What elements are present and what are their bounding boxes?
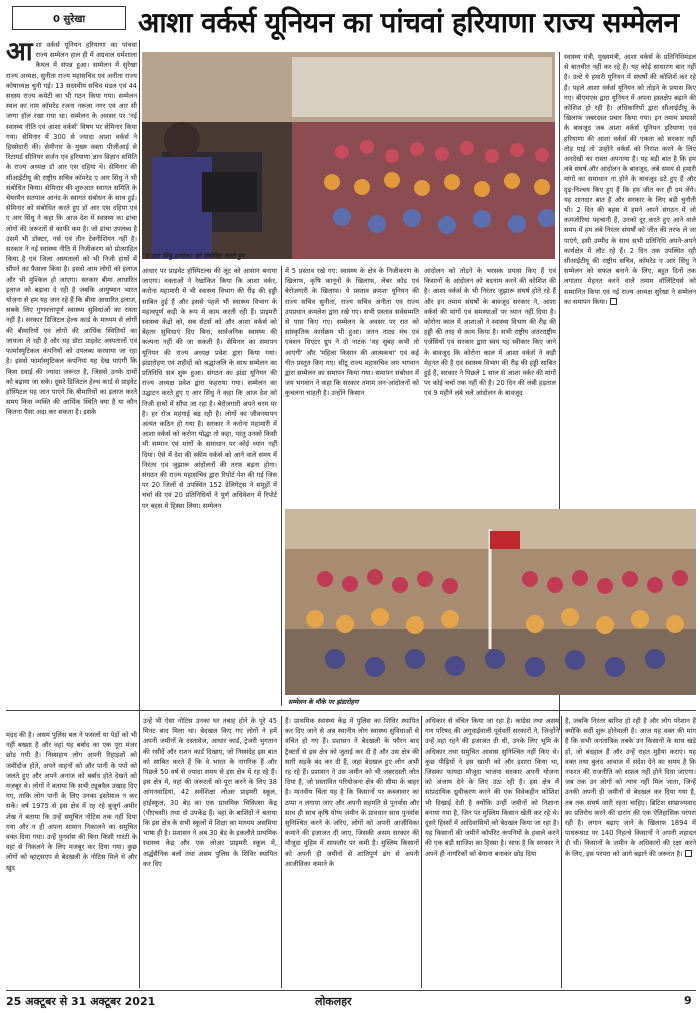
article-column-4 <box>424 266 556 506</box>
article-col5-text: स्वास्थ्य मंत्री, मुख्यमंत्री, आशा वर्कर्स के प्रतिनिधिमंडल से बातचीत नहीं कर रहे हैं। यह कोई साधारण बात नहीं है। उल्टे ये हमारी यूनियन में संघर्षों की कोशिशें कर रहे हैं। पहले आशा वर्कर्स यूनियन को तोड़ने के प्रयास किए गए। बीएमएस द्वारा यूनियन में अपना हस्तक्षेप बढ़ाने की कोशिश हो रही है। अधिकारियों द्वारा सीआईटीयू के खिलाफ जबरदस्त प्रचार किया गया। इन तमाम प्रयासों के बावजूद जब आशा वर्कर्स यूनियन हरियाणा एवं हरियाणा की आशा वर्कर्स की एकता को सरकार नहीं तोड़ पाई तो उन्होंने वर्कर्स को निराश करने के लिए अनदेखी का रास्ता अपनाया है। यह बड़ी बात है कि हम लंबे संघर्ष और आंदोलन के बावजूद, लंबे समय से हमारी मांगों का समाधान ना होने के बावजूद डटे हुए हैं और दृढ़-निश्चय किए हुए हैं कि हम जीत कर ही दम लेंगे। यह शानदार बात है और सरकार के लिए बड़ी चुनौती भी। 2 दिन की बहस में हमने अपने संगठन में जो कमजोरियां पहचानी हैं, उनको दूर करते हुए आने वाले समय में हम लंबे निरंतर संघर्षों को जीत की तरफ ले जा पाएंगे, इसी उम्मीद के साथ सभी प्रतिनिधि अपने-अपने कार्यक्षेत्र में लौट रहे हैं। 2 दिन तक उपस्थित रही सीआईटीयू की राष्ट्रीय सचिव, कॉमरेड ए आर सिंधु ने सम्मेलन को सफल बनाने के लिए, बहुत दिनों तक लगातार मेहनत करने वाले तमाम वॉलिंटियर्स को सम्मानित किया एवं नई राज्य अध्यक्ष सुरेखा ने सम्मेलन का समापन किया। <box>564 53 696 306</box>
article2-column-1 <box>6 730 137 988</box>
column-divider <box>281 716 282 988</box>
article-col1-text: शा वर्कर्स यूनियन हरियाणा का पांचवा राज्य सम्मेलन हाल ही में अग्रवाल धर्मशाला कैथल में संपन्न हुआ। सम्मेलन में सुरेखा राज्य अध्यक्ष, सुनीता राज्य महासचिव एवं अनीता राज्य कोषाध्यक्ष चुनी गई। 13 सदस्यीय सचिव मंडल एवं 44 सदस्य राज्य कमेटी का भी गठन किया गया। सम्मेलन स्थल का नाम कॉमरेड रजना नरूला नगर एवं आर सी जग्गा हॉल रखा गया था। सम्मेलन के अवसर पर 'नई स्वास्थ्य नीति एवं आशा वर्कर्स' विषय पर सेमिनार किया गया। सेमिनार में 300 से ज्यादा आशा वर्कर्स ने हिस्सेदारी की। सेमीनार के मुख्य वक्ता पीजीआई से रिटायर्ड सीनियर सर्जन एवं हरियाणा ज्ञान विज्ञान समिति के राज्य अध्यक्ष डॉ आर एस दहिया थे। सेमिनार की सीआईटीयू की राष्ट्रीय सचिव कॉमरेड ए आर सिंधु ने भी संबोधित किया। सेमिनार की शुरुआत स्वागत समिति के चेयरमैन सतपाल आनंद के स्वागत संबोधन के साथ हुई। सेमिनार को संबोधित करते हुए डॉ आर एस दहिया एवं ए आर सिंधु ने कहा कि आज देश में स्वास्थ्य का ढांचा लोगों की जरूरतों से काफी कम है। जो ढांचा उपलब्ध है उसमें भी डॉक्टर, नर्स एवं तीन टेक्नीशियन नहीं है। सरकार ने नई स्वास्थ्य नीति में निजीकरण को प्रोत्साहित किया है एवं जिला अस्पतालों को भी निजी हाथों में सौंपने का फैसला किया है। इससे आम लोगों को इलाज और भी मुश्किल हो जाएगा। सरकार बीमा आधारित इलाज को बढ़ावा दे रही है जबकि आयुष्मान भारत योजना से हम यह जान रहे हैं कि बीमा आधारित इलाज, सबके लिए गुणवत्तापूर्ण स्वास्थ्य सुविधाओं का रास्ता नहीं है। सरकार डिजिटल हेल्थ कार्ड के माध्यम से लोगों की बीमारियों एवं लोगों की आर्थिक स्थितियों का जायजा ले रही है और यह डॉटा प्राइवेट अस्पतालों एवं फार्मास्युटिकल कंपनियों को उपलब्ध करवाया जा रहा है। इससे फार्मास्युटिकल कंपनियां यह देख पाएंगी कि किस दवाई की ज्यादा जरूरत है, जिससे उनके दामों को बढ़ाया जा सके। दूसरे डिजिटल हेल्थ कार्ड से प्राइवेट हॉस्पिटल यह जान पाएंगे कि बीमारियों का इलाज करते समय किस व्यक्ति की आर्थिक स्थिति क्या है या कौन कितना पैसा अदा कर सकता है। इसके <box>6 41 137 417</box>
article-column-5 <box>564 52 696 504</box>
column-divider <box>281 266 282 706</box>
footer-publication: लोकलहर <box>315 995 352 1008</box>
article-col3-text: में 5 प्रस्ताव रखे गए: स्वास्थ्य के क्षेत्र के निजीकरण के खिलाफ, कृषि कानूनों के खिलाफ, लेबर कोड एवं बेरोजगारी के खिलाफ। ये प्रस्ताव क्रमशः यूनियन की राज्य सचिव सुनीता, राज्य सचिव अनीता एवं राज्य उपप्रधान कमलेश द्वारा रखे गए। सभी प्रस्ताव सर्वसम्मति से पास किए गए। सम्मेलन के अवसर पर रात को सांस्कृतिक कार्यक्रम भी हुआ। जतन नाट्य मंच एवं एक्शन थिएटर ग्रुप ने दो नाटक 'वह सुबह कभी तो आएगी' और 'महिला किसान की आत्मकथा' एवं कई गीत प्रस्तुत किए गए। सीटू राज्य महासचिव जय भगवान द्वारा सम्मेलन का समापन किया गया। समापन संबोधन में जय भगवान ने कहा कि सरकार तमाम जन-आंदोलनों को कुचलना चाहती है। उन्होंने किसान <box>285 267 419 398</box>
column-divider <box>421 716 422 988</box>
drop-cap: आ <box>6 40 33 67</box>
column-divider <box>139 716 140 988</box>
footer-rule <box>6 990 696 991</box>
end-mark <box>685 850 692 857</box>
article-col4-text: आंदोलन को तोड़ने के भरसक प्रयास किए हैं एवं किसानों के आंदोलन को बदनाम करने की कोशिश की है। आशा वर्कर्स के भी निरंतर जुझारू संघर्ष होते रहे हैं और इन तमाम संघर्षों के बावजूद सरकार ने, आशा वर्कर्स की मांगों एवं समस्याओं पर ध्यान नहीं दिया है। कोरोना काल में आशाओं ने स्वास्थ्य विभाग की रीढ़ की हड्डी की तरह से काम किया है। सभी राष्ट्रीय अंतरराष्ट्रीय एजेंसियों एवं सरकार द्वारा स्वयं यह स्वीकार किए जाने के बावजूद कि कोरोना काल में आशा वर्कर्स ने कड़ी मेहनत की है एवं स्वास्थ्य विभाग की रीढ़ की हड्डी साबित हुई हैं, सरकार ने पिछले 1 साल से आशा वर्कर की मांगों पर कोई चर्चा तक नहीं की है। 20 दिन की लंबी हड़ताल एवं 9 महीने लंबे चले आंदोलन के बावजूद <box>424 267 556 398</box>
article-column-3 <box>285 266 419 506</box>
column-divider <box>139 40 140 730</box>
photo-speaker-caption: ए आर सिंधु सम्मेलन को संबोधित करते हुए <box>145 252 245 260</box>
article2-column-2 <box>143 716 277 988</box>
article2-col5-text: है, जबकि निरंतर बारिश हो रही है और लोग परेशान हैं क्योंकि सर्दी शुरू होनेवाली है। आज यह वक्त की मांग है कि सभी जनतांत्रिक तबके उन किसानों के साथ खड़े हों, जो बदहाल हैं और उन्हें राहत मुहैया कराएं। यह वक्त तथा बुलंद आवाज में संदेश देने का समय है कि नफरत की राजनीति को सफल नहीं होने दिया जाएगा। जब तक उन लोगों को न्याय नहीं मिल जाता, जिन्हें उनकी अपनी ही जमीनों से बेदखल कर दिया गया है, तब तक संघर्ष जारी रहना चाहिए। ब्रिटिश साम्राज्यवाद का प्रतिरोध करने की दारांग की एक ऐतिहासिक परंपरा रही है। लगान बढ़ाए जाने के खिलाफ 1894 में पाथरूघाट पर 140 निहत्थे किसानों ने अपनी शहादत दी थी। किसानों के जमीन के अधिकारों की रक्षा करने के लिए, इस परंपरा को आगे बढ़ाने की जरूरत है। <box>565 717 696 858</box>
article2-col1-text: मदद की है। असम पुलिस बल ने फसलों या पेड़ों को भी नहीं बख्शा है और वहां यह बर्बाद का एक पूरा मंजर छोड़ गयी है। निस्सहाय लोग अपनी रिहाइशों को जमींदोज होते, अपने वाहनों को और पानी के पंपों को जलते हुए और अपने अनाज को बर्बाद होते देखने को मजबूर थे। लोगों ने बताया कि सभी ट्यूबवैल उखाड़ दिए गए, ताकि लोग पानी के लिए उनका इस्तेमाल न कर सकें। वर्ष 1975 से इस क्षेत्र में रह रहे बुजुर्ग अमीर शेख ने बताया कि उन्हें समुचित नोटिस तक नहीं दिया गया और न ही अपना सामान निकालने का समुचित वक्त दिया गया। उन्हें पुनर्वास की बिना किसी गारंटी के वहां से निकलने के लिए मजबूर कर दिया गया। कुछ लोगों को व्हाट्सएप से बेदखली के नोटिस मिले थे और खुद <box>6 731 137 872</box>
page-number: 9 <box>684 994 692 1007</box>
end-mark <box>610 298 617 305</box>
footer-date: 25 अक्टूबर से 31 अक्टूबर 2021 <box>6 995 156 1008</box>
article2-column-3 <box>285 716 419 988</box>
article2-column-5 <box>565 716 696 988</box>
photo-speaker <box>142 52 555 259</box>
article2-col4-text: अधिकार से वंचित किया जा रहा है। कांग्रेस तथा असम गण परिषद की अगुवाईवाली पूर्ववर्ती सरकारों ने, जिन्होंने उन्हें वहां रहने की इजाजत दी थी, उनके लिए भूमि के अधिकार तथा समुचित आवास सुनिश्चित नहीं किए थे। कुछ पीढ़ियों ने इस खामी को और इशारा किया था, जिसका फायदा मौजूदा भाजपा सरकार अपनी योजना को अंजाम देने के लिए उठा रही है। इस क्षेत्र में सांप्रदायिक ध्रुवीकरण करने की एक विवेकहीन कोशिश भी दिखाई देती है क्योंकि उन्हीं जमीनों को निशाना बनाया गया है, जिन पर मुस्लिम किसान खेती कर रहे थे। दूसरे हिस्सों में आदिवासियों को बेदखल किया जा रहा है। यह किसानों की जमीनें कॉर्पोरेट कंपनियों के हवाले करने की एक बड़ी साजिश का हिस्सा है। साफ है कि सरकार ने अपने ही नागरिकों को बेगाना बनाकर छोड़ दिया <box>425 717 559 858</box>
author-tag: 0 सुरेखा <box>12 6 126 30</box>
headline: आशा वर्कर्स यूनियन का पांचवां हरियाणा राज्य सम्मेलन <box>138 6 679 39</box>
photo-speaker-image <box>142 52 555 259</box>
article-column-2 <box>142 266 277 706</box>
article-column-1 <box>6 40 137 730</box>
article-col2-text: आधार पर प्राइवेट हॉस्पिटल्स की लूट को आसान बनाया जाएगा। वक्ताओं ने रेखांकित किया कि आशा वर्कर, करोना महामारी में भी स्वास्थ्य विभाग की रीढ़ की हड्डी साबित हुई हैं और इससे पहले भी स्वास्थ्य विभाग के महत्वपूर्ण कड़ी के रूप में काम करती रही हैं। प्राइमरी स्वास्थ्य केंद्रों को, सब सेंटर्स को और आशा वर्कर्स को बेहतर सुविधाएं दिए बिना, सार्वजनिक स्वास्थ्य की कल्पना नहीं की जा सकती है। सेमिनार का समापन यूनियन की राज्य अध्यक्ष प्रवेश द्वारा किया गया। झंडारोहण एवं शहीदों को श्रद्धांजलि के साथ सम्मेलन का प्रतिनिधि सत्र शुरू हुआ। संगठन का झंडा यूनियन की राज्य अध्यक्ष प्रवेश द्वारा फहराया गया। सम्मेलन का उद्घाटन करते हुए ए आर सिंधु ने कहा कि आज देश को निजी हाथों में सौंपा जा रहा है। बेरोजगारी अपने चरम पर है। हर रोज महंगाई बढ़ रही है। लोगों का जीवनयापन अत्यंत कठिन हो गया है। सरकार ने करोना महामारी में आशा वर्कर्स को करोना योद्धा तो कहा, परंतु उनको किसी भी सम्मान एवं मांगों के समाधान पर कोई ध्यान नहीं दिया। ऐसे में देश की स्कीम वर्कर्स को आने वाले समय में निरंतर एवं जुझारू आंदोलनों की तरफ बढ़ना होगा। संगठन की राज्य महासचिव द्वारा रिपोर्ट पेश की गई जिस पर 20 जिलों से उपस्थित 152 डेलिगेट्स ने समूहों में चर्चा की एवं 20 प्रतिनिधियों ने पूर्ण अधिवेशन में रिपोर्ट पर बहस में हिस्सा लिया। सम्मेलन <box>142 267 277 510</box>
article2-col3-text: हैं। प्राथमिक स्वास्थ्य केंद्र में पुलिस का शिविर स्थापित कर दिए जाने से अब स्थानीय लोग स्वास्थ्य सुविधाओं से वंचित हो गए हैं। प्रशासन ने बेदखली के फौरन बाद ट्रैक्टरों से इस क्षेत्र को जुताई कर दी है और उस क्षेत्र की सारी सड़कें बंद कर दी हैं, जहां बेदखल हुए लोग अभी रह रहे हैं। प्रशासन ने उस जमीन को भी जबरदस्ती जोत दिया है, जो प्रस्तावित परियोजना क्षेत्र की सीमा के बाहर है। मानवीय चिंता यह है कि किसानों पर कब्जावार का ठप्पा न लगाया जाए और अपनी सहमति से पुनर्वास और साथ ही साथ कृषि योग्य जमीन के प्रावधान साथ पुनर्वास सुनिश्चित करने के जरिए, लोगों को अपनी आजीविका कमाने की इजाजत दी जाए, जिसकी असम सरकार की मौजूदा मुहिम में साफतौर पर कमी है। मुस्लिम किसानों को अपनी ही जमीनों से शातिपूर्ण ढंग से अपनी आजीविका कमाने के <box>285 717 419 868</box>
photo-flag-hoisting <box>285 509 696 695</box>
column-divider <box>561 716 562 988</box>
section-divider <box>6 710 696 711</box>
article2-col2-text: उन्हें भी ऐसा नोटिस उनका घर तबाह होने के पूरे 45 मिनट बाद मिला था। बेदखल किए गए लोगों ने हमें अपनी जमीनों के दस्तावेज, आधार कार्ड, ट्रेजरी भुगतान की रसीदें और राशन कार्ड दिखाए, जो निस्संदेह इस बात को साबित करते हैं कि वे भारत के नागरिक हैं और पिछले 50 वर्ष से ज्यादा समय से इस क्षेत्र में रह रहे हैं। इस क्षेत्र में, वहां की जरूरतों को पूरा करने के लिए 38 आंगनवाड़ियां, 42 सर्वशिक्षा लोअर प्राइमरी स्कूल, हाईस्कूल, 30 बेड का एक प्राथमिक चिकित्सा केंद्र (पीएचसी) तथा दो उपकेंद्र हैं। वहां के बाशिंदों ने बताया कि इस क्षेत्र के सभी स्कूलों में शिक्षा का माध्यम असमिया भाषा ही है। प्रशासन ने अब 30 बेड के इकलौते प्राथमिक स्वास्थ्य केंद्र और एक लोअर प्राइमरी स्कूल में, अर्द्धसैनिक बलों तथा असम पुलिस के शिविर स्थापित कर दिए <box>143 717 277 868</box>
photo-flag-hoisting-caption: सम्मेलन के मौके पर झंडारोहण <box>288 698 359 706</box>
photo-flag-hoisting-image <box>285 509 696 695</box>
article2-column-4 <box>425 716 559 988</box>
